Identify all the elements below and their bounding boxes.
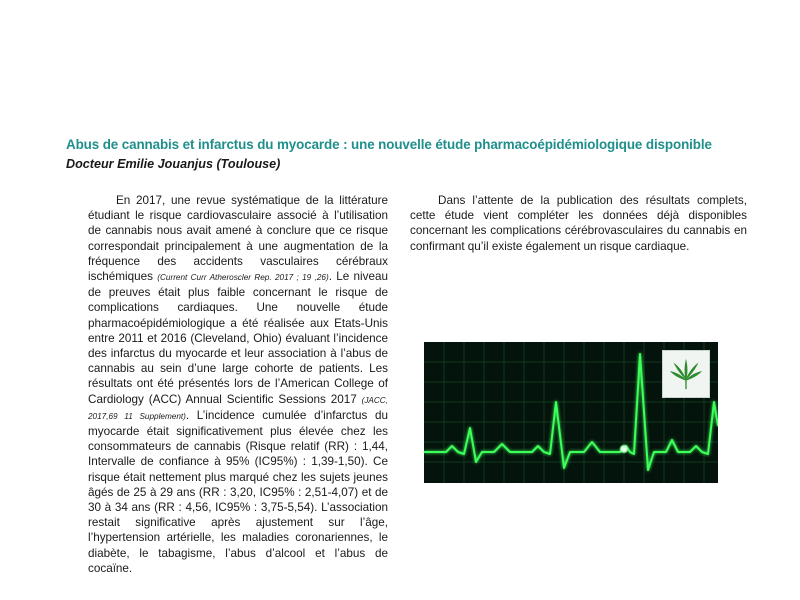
cannabis-leaf-icon [662, 350, 710, 398]
article-title: Abus de cannabis et infarctus du myocarde : une nouvelle étude pharmacoépidémiologique disponible [66, 137, 712, 152]
body-text: En 2017, une revue systématique de la littérature étudiant le risque cardiovasculaire associé à l’utilisation de cannabis nous avait amené à conclure que ce risque correspondait principalement à une augmentation de la fréquence des accidents vasculaires cérébraux ischémiques [88, 194, 388, 284]
article-author: Docteur Emilie Jouanjus (Toulouse) [66, 157, 281, 171]
left-column [88, 193, 388, 576]
right-column [410, 193, 747, 254]
citation: (Current Curr Atheroscler Rep. 2017 ; 19 ,26) [157, 273, 329, 283]
citation: (JACC, 2017,69 11 Supplement) [88, 395, 388, 421]
body-paragraph: Dans l’attente de la publication des résultats complets, cette étude vient compléter les données déjà disponibles concernant les complications cérébrovasculaires du cannabis en confirmant qu’il existe également un risque cardiaque. [410, 194, 747, 253]
body-paragraph [88, 193, 388, 576]
body-text: . Le niveau de preuves était plus faible concernant le risque de complications cardiaques. Une nouvelle étude pharmacoépidémiologique a été réalisée aux Etats-Unis entre 2011 et 2016 (Cleveland, Ohio) évaluant l’incidence des infarctus du myocarde et leur association à l’abus de cannabis au sein d’une large cohorte de patients. Les résultats ont été présentés lors de l’American College of Cardiology (ACC) Annual Scientific Sessions 2017 [88, 270, 388, 406]
ecg-heartbeat-icon [424, 342, 718, 483]
body-text: . L’incidence cumulée d’infarctus du myocarde était significativement plus élevée chez les consommateurs de cannabis (Risque relatif (RR) : 1,44, Intervalle de confiance à 95% (IC95%) : 1,39-1,50). Ce risque était nettement plus marqué chez les sujets jeunes âgés de 25 à 29 ans (RR : 3,20, IC95% : 2,51-4,07) et de 30 à 34 ans (RR : 4,56, IC95% : 3,75-5,54). L’association restait significative après ajustement sur l’âge, l’hypertension artérielle, les maladies coronariennes, le diabète, le tabagisme, l’abus d’alcool et l’abus de cocaïne. [88, 408, 388, 575]
ecg-dot [619, 444, 629, 454]
